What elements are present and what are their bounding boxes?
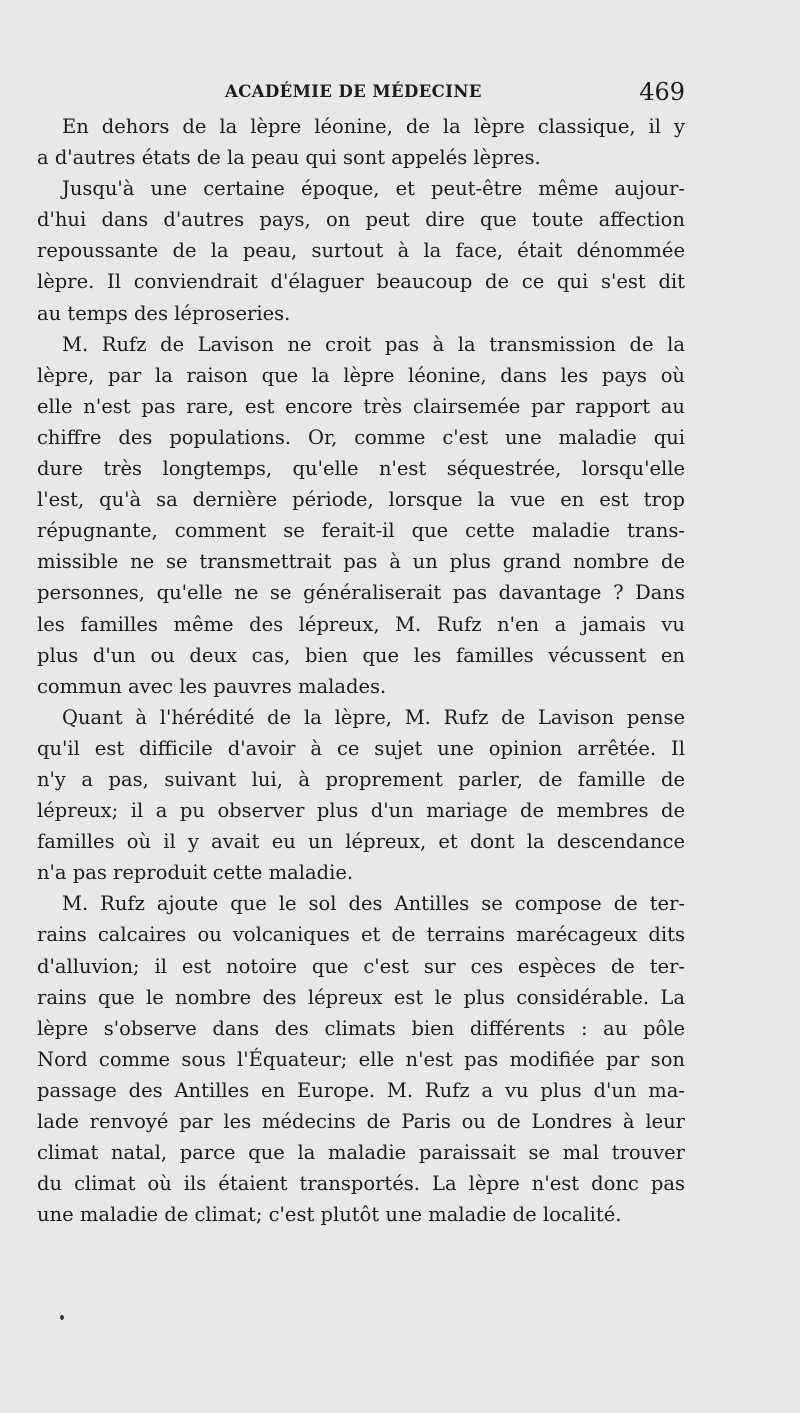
paragraph [37, 888, 685, 1230]
text-line: répugnante, comment se ferait-il que cette maladie trans- [37, 519, 685, 543]
text-line: d'hui dans d'autres pays, on peut dire que toute affection [37, 208, 685, 232]
text-line: Jusqu'à une certaine époque, et peut-être même aujour- [62, 177, 685, 201]
ink-speck [60, 1315, 64, 1320]
text-line: dure très longtemps, qu'elle n'est séquestrée, lorsqu'elle [37, 457, 685, 481]
paragraph [37, 173, 685, 328]
text-line: les familles même des lépreux, M. Rufz n'en a jamais vu [37, 612, 685, 636]
text-line: une maladie de climat; c'est plutôt une maladie de localité. [37, 1203, 622, 1227]
text-line: n'a pas reproduit cette maladie. [37, 861, 354, 885]
text-line: Quant à l'hérédité de la lèpre, M. Rufz de Lavison pense [62, 705, 685, 729]
text-line: passage des Antilles en Europe. M. Rufz a vu plus d'un ma- [37, 1078, 685, 1102]
body-text [37, 111, 685, 1230]
text-line: rains calcaires ou volcaniques et de terrains marécageux dits [37, 923, 685, 947]
text-line: familles où il y avait eu un lépreux, et dont la descendance [37, 830, 685, 854]
text-line: a d'autres états de la peau qui sont appelés lèpres. [37, 146, 541, 170]
text-line: chiffre des populations. Or, comme c'est une maladie qui [37, 425, 685, 449]
text-line: qu'il est difficile d'avoir à ce sujet une opinion arrêtée. Il [37, 736, 685, 760]
text-line: du climat où ils étaient transportés. La lèpre n'est donc pas [37, 1172, 685, 1196]
text-line: lèpre s'observe dans des climats bien différents : au pôle [37, 1016, 685, 1040]
text-line: elle n'est pas rare, est encore très clairsemée par rapport au [37, 394, 685, 418]
text-line: lèpre. Il conviendrait d'élaguer beaucoup de ce qui s'est dit [37, 270, 685, 294]
text-line: lèpre, par la raison que la lèpre léonine, dans les pays où [37, 363, 685, 387]
text-line: au temps des léproseries. [37, 301, 291, 325]
text-line: plus d'un ou deux cas, bien que les familles vécussent en [37, 643, 685, 667]
text-line: Nord comme sous l'Équateur; elle n'est pas modifiée par son [37, 1047, 685, 1071]
text-line: repoussante de la peau, surtout à la face, était dénommée [37, 239, 685, 263]
paragraph [37, 111, 685, 173]
text-line: personnes, qu'elle ne se généraliserait pas davantage ? Dans [37, 581, 685, 605]
text-line: M. Rufz ajoute que le sol des Antilles se compose de ter- [62, 892, 685, 916]
text-line: En dehors de la lèpre léonine, de la lèpre classique, il y [62, 115, 685, 138]
paragraph [37, 702, 685, 889]
text-line: commun avec les pauvres malades. [37, 674, 387, 698]
text-line: n'y a pas, suivant lui, à proprement parler, de famille de [37, 767, 685, 791]
page-number: 469 [639, 78, 685, 106]
text-line: M. Rufz de Lavison ne croit pas à la transmission de la [62, 332, 685, 356]
text-line: d'alluvion; il est notoire que c'est sur ces espèces de ter- [37, 954, 685, 978]
text-line: l'est, qu'à sa dernière période, lorsque la vue en est trop [37, 488, 685, 512]
text-line: missible ne se transmettrait pas à un plus grand nombre de [37, 550, 685, 574]
text-line: rains que le nombre des lépreux est le plus considérable. La [37, 985, 685, 1009]
page-header [225, 78, 685, 108]
running-head: ACADÉMIE DE MÉDECINE [225, 82, 482, 101]
text-line: lade renvoyé par les médecins de Paris ou de Londres à leur [37, 1110, 685, 1133]
paragraph [37, 329, 685, 702]
text-line: climat natal, parce que la maladie paraissait se mal trouver [37, 1141, 685, 1165]
text-line: lépreux; il a pu observer plus d'un mariage de membres de [37, 799, 685, 823]
